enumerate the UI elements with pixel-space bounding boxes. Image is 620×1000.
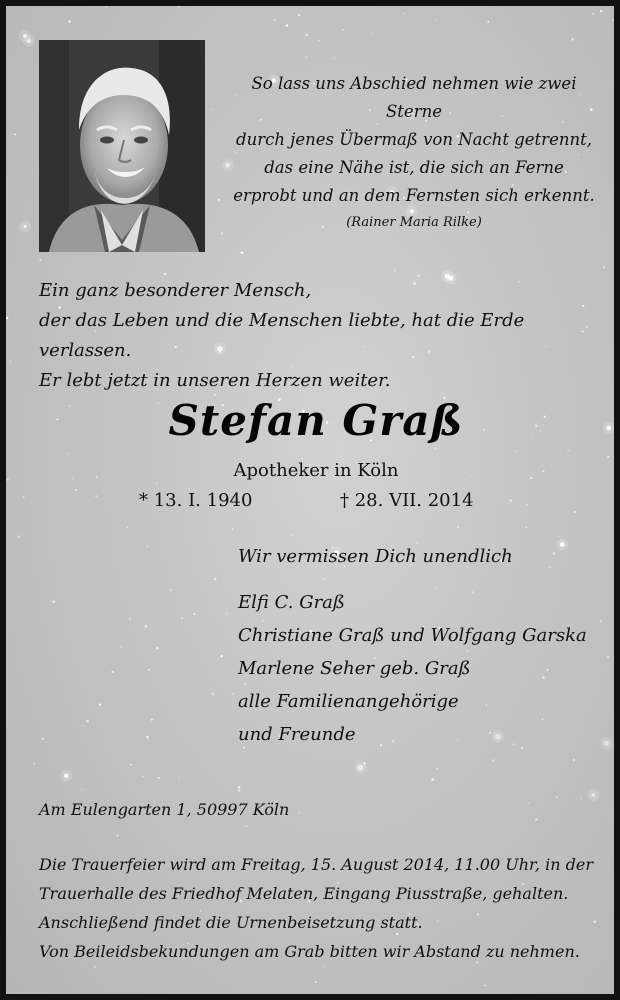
star <box>6 317 8 319</box>
star <box>558 536 559 537</box>
funeral-line: Von Beileidsbekundungen am Grab bitten wir Abstand zu nehmen. <box>39 942 580 961</box>
family-address: Am Eulengarten 1, 50997 Köln <box>39 800 290 819</box>
star <box>127 527 128 528</box>
star <box>603 266 605 268</box>
star <box>431 778 434 781</box>
poem-author: (Rainer Maria Rilke) <box>346 215 482 230</box>
star-glow <box>587 789 599 801</box>
star <box>246 826 248 828</box>
star <box>91 748 92 749</box>
star <box>342 29 344 31</box>
star <box>274 19 276 21</box>
star <box>553 552 555 554</box>
death-date: † 28. VII. 2014 <box>340 490 474 511</box>
mourner-name: Christiane Graß und Wolfgang Garska <box>238 625 587 646</box>
mourner-name: alle Familienangehörige <box>238 691 459 712</box>
mourner-name: Elfi C. Graß <box>238 592 345 613</box>
intro-text <box>39 276 599 396</box>
star <box>238 789 241 792</box>
mourner-name: und Freunde <box>238 724 356 745</box>
star <box>193 613 195 615</box>
star <box>95 495 96 496</box>
star-glow <box>556 539 568 551</box>
star <box>177 6 179 7</box>
deceased-profession: Apotheker in Köln <box>233 460 399 481</box>
star <box>151 719 153 721</box>
star <box>52 600 55 603</box>
star <box>484 985 486 987</box>
star <box>81 789 82 790</box>
star <box>111 671 113 673</box>
star-glow <box>60 770 72 782</box>
star <box>83 725 84 726</box>
star <box>323 578 325 580</box>
star <box>212 693 215 696</box>
star <box>170 589 171 590</box>
star <box>492 759 494 761</box>
star-glow <box>19 221 31 233</box>
star <box>232 693 234 695</box>
star <box>612 19 613 20</box>
star <box>106 6 107 7</box>
star <box>306 57 308 59</box>
star <box>324 966 325 967</box>
star <box>600 10 602 12</box>
star <box>567 450 569 452</box>
star <box>436 768 438 770</box>
star <box>403 13 404 14</box>
star <box>515 451 516 452</box>
star <box>147 546 148 547</box>
star <box>121 646 122 647</box>
star <box>238 786 240 788</box>
star <box>68 453 69 454</box>
star <box>435 19 436 20</box>
star <box>40 259 42 261</box>
star <box>146 736 149 739</box>
star <box>221 655 223 657</box>
mourners-list <box>238 586 587 751</box>
poem-line: das eine Nähe ist, die sich an Ferne <box>264 158 564 177</box>
star <box>68 21 70 23</box>
star <box>42 738 44 740</box>
intro-line: der das Leben und die Menschen liebte, hat die Erde verlassen. <box>39 310 525 361</box>
star <box>158 777 160 779</box>
star <box>592 13 594 15</box>
star <box>99 704 101 706</box>
star <box>509 499 512 502</box>
star <box>18 535 21 538</box>
star <box>14 133 16 135</box>
star <box>363 762 365 764</box>
portrait-photo <box>39 40 205 252</box>
star <box>417 542 418 543</box>
funeral-notice <box>39 850 599 966</box>
star <box>528 803 529 804</box>
star <box>298 812 299 813</box>
funeral-line: Trauerhalle des Friedhof Melaten, Eingang Piusstraße, gehalten. <box>39 884 569 903</box>
funeral-line: Anschließend findet die Urnenbeisetzung statt. <box>39 913 423 932</box>
star <box>286 24 289 27</box>
star <box>574 511 576 513</box>
star <box>549 567 550 568</box>
star <box>142 776 143 777</box>
portrait-illustration <box>39 40 205 252</box>
star <box>306 34 308 36</box>
star <box>226 613 228 615</box>
star <box>164 273 167 276</box>
star <box>23 496 25 498</box>
star <box>573 759 575 761</box>
star <box>218 199 220 201</box>
star <box>292 535 293 536</box>
deceased-name: Stefan Graß <box>168 396 464 445</box>
intro-line: Ein ganz besonderer Mensch, <box>39 280 312 301</box>
star <box>214 578 217 581</box>
funeral-line: Die Trauerfeier wird am Freitag, 15. August 2014, 11.00 Uhr, in der <box>39 855 593 874</box>
star <box>526 504 528 506</box>
poem <box>222 70 606 236</box>
star <box>86 720 89 723</box>
star <box>145 826 146 827</box>
star <box>535 818 537 820</box>
star <box>318 40 319 41</box>
poem-line: erprobt und an dem Fernsten sich erkennt. <box>233 186 595 205</box>
star <box>181 617 183 619</box>
star <box>148 669 150 671</box>
star-glow <box>23 35 35 47</box>
birth-date: * 13. I. 1940 <box>139 490 253 511</box>
star-glow <box>601 737 613 749</box>
star <box>394 270 395 271</box>
star <box>334 57 335 58</box>
star <box>178 777 179 778</box>
star <box>75 489 77 491</box>
star <box>162 618 163 619</box>
star <box>144 625 147 628</box>
poem-line: So lass uns Abschied nehmen wie zwei Sterne <box>251 74 577 121</box>
poem-line: durch jenes Übermaß von Nacht getrennt, <box>236 130 592 149</box>
star <box>34 763 35 764</box>
star <box>457 526 459 528</box>
star <box>571 38 574 41</box>
star <box>156 647 159 650</box>
star <box>600 621 601 622</box>
mourning-message: Wir vermissen Dich unendlich <box>238 546 513 567</box>
star <box>581 798 582 799</box>
star <box>556 796 558 798</box>
star <box>81 21 82 22</box>
star <box>130 764 132 766</box>
star <box>487 21 489 23</box>
star <box>607 656 609 658</box>
star <box>435 448 437 450</box>
star <box>116 835 118 837</box>
intro-line: Er lebt jetzt in unseren Herzen weiter. <box>39 370 391 391</box>
star <box>315 981 317 983</box>
star <box>371 33 372 34</box>
star <box>607 456 609 458</box>
star <box>241 251 244 254</box>
star <box>298 14 300 16</box>
star <box>9 361 11 363</box>
star <box>156 483 157 484</box>
star <box>129 618 131 620</box>
mourner-name: Marlene Seher geb. Graß <box>238 658 471 679</box>
star <box>526 527 527 528</box>
star <box>212 109 213 110</box>
star <box>231 528 233 530</box>
